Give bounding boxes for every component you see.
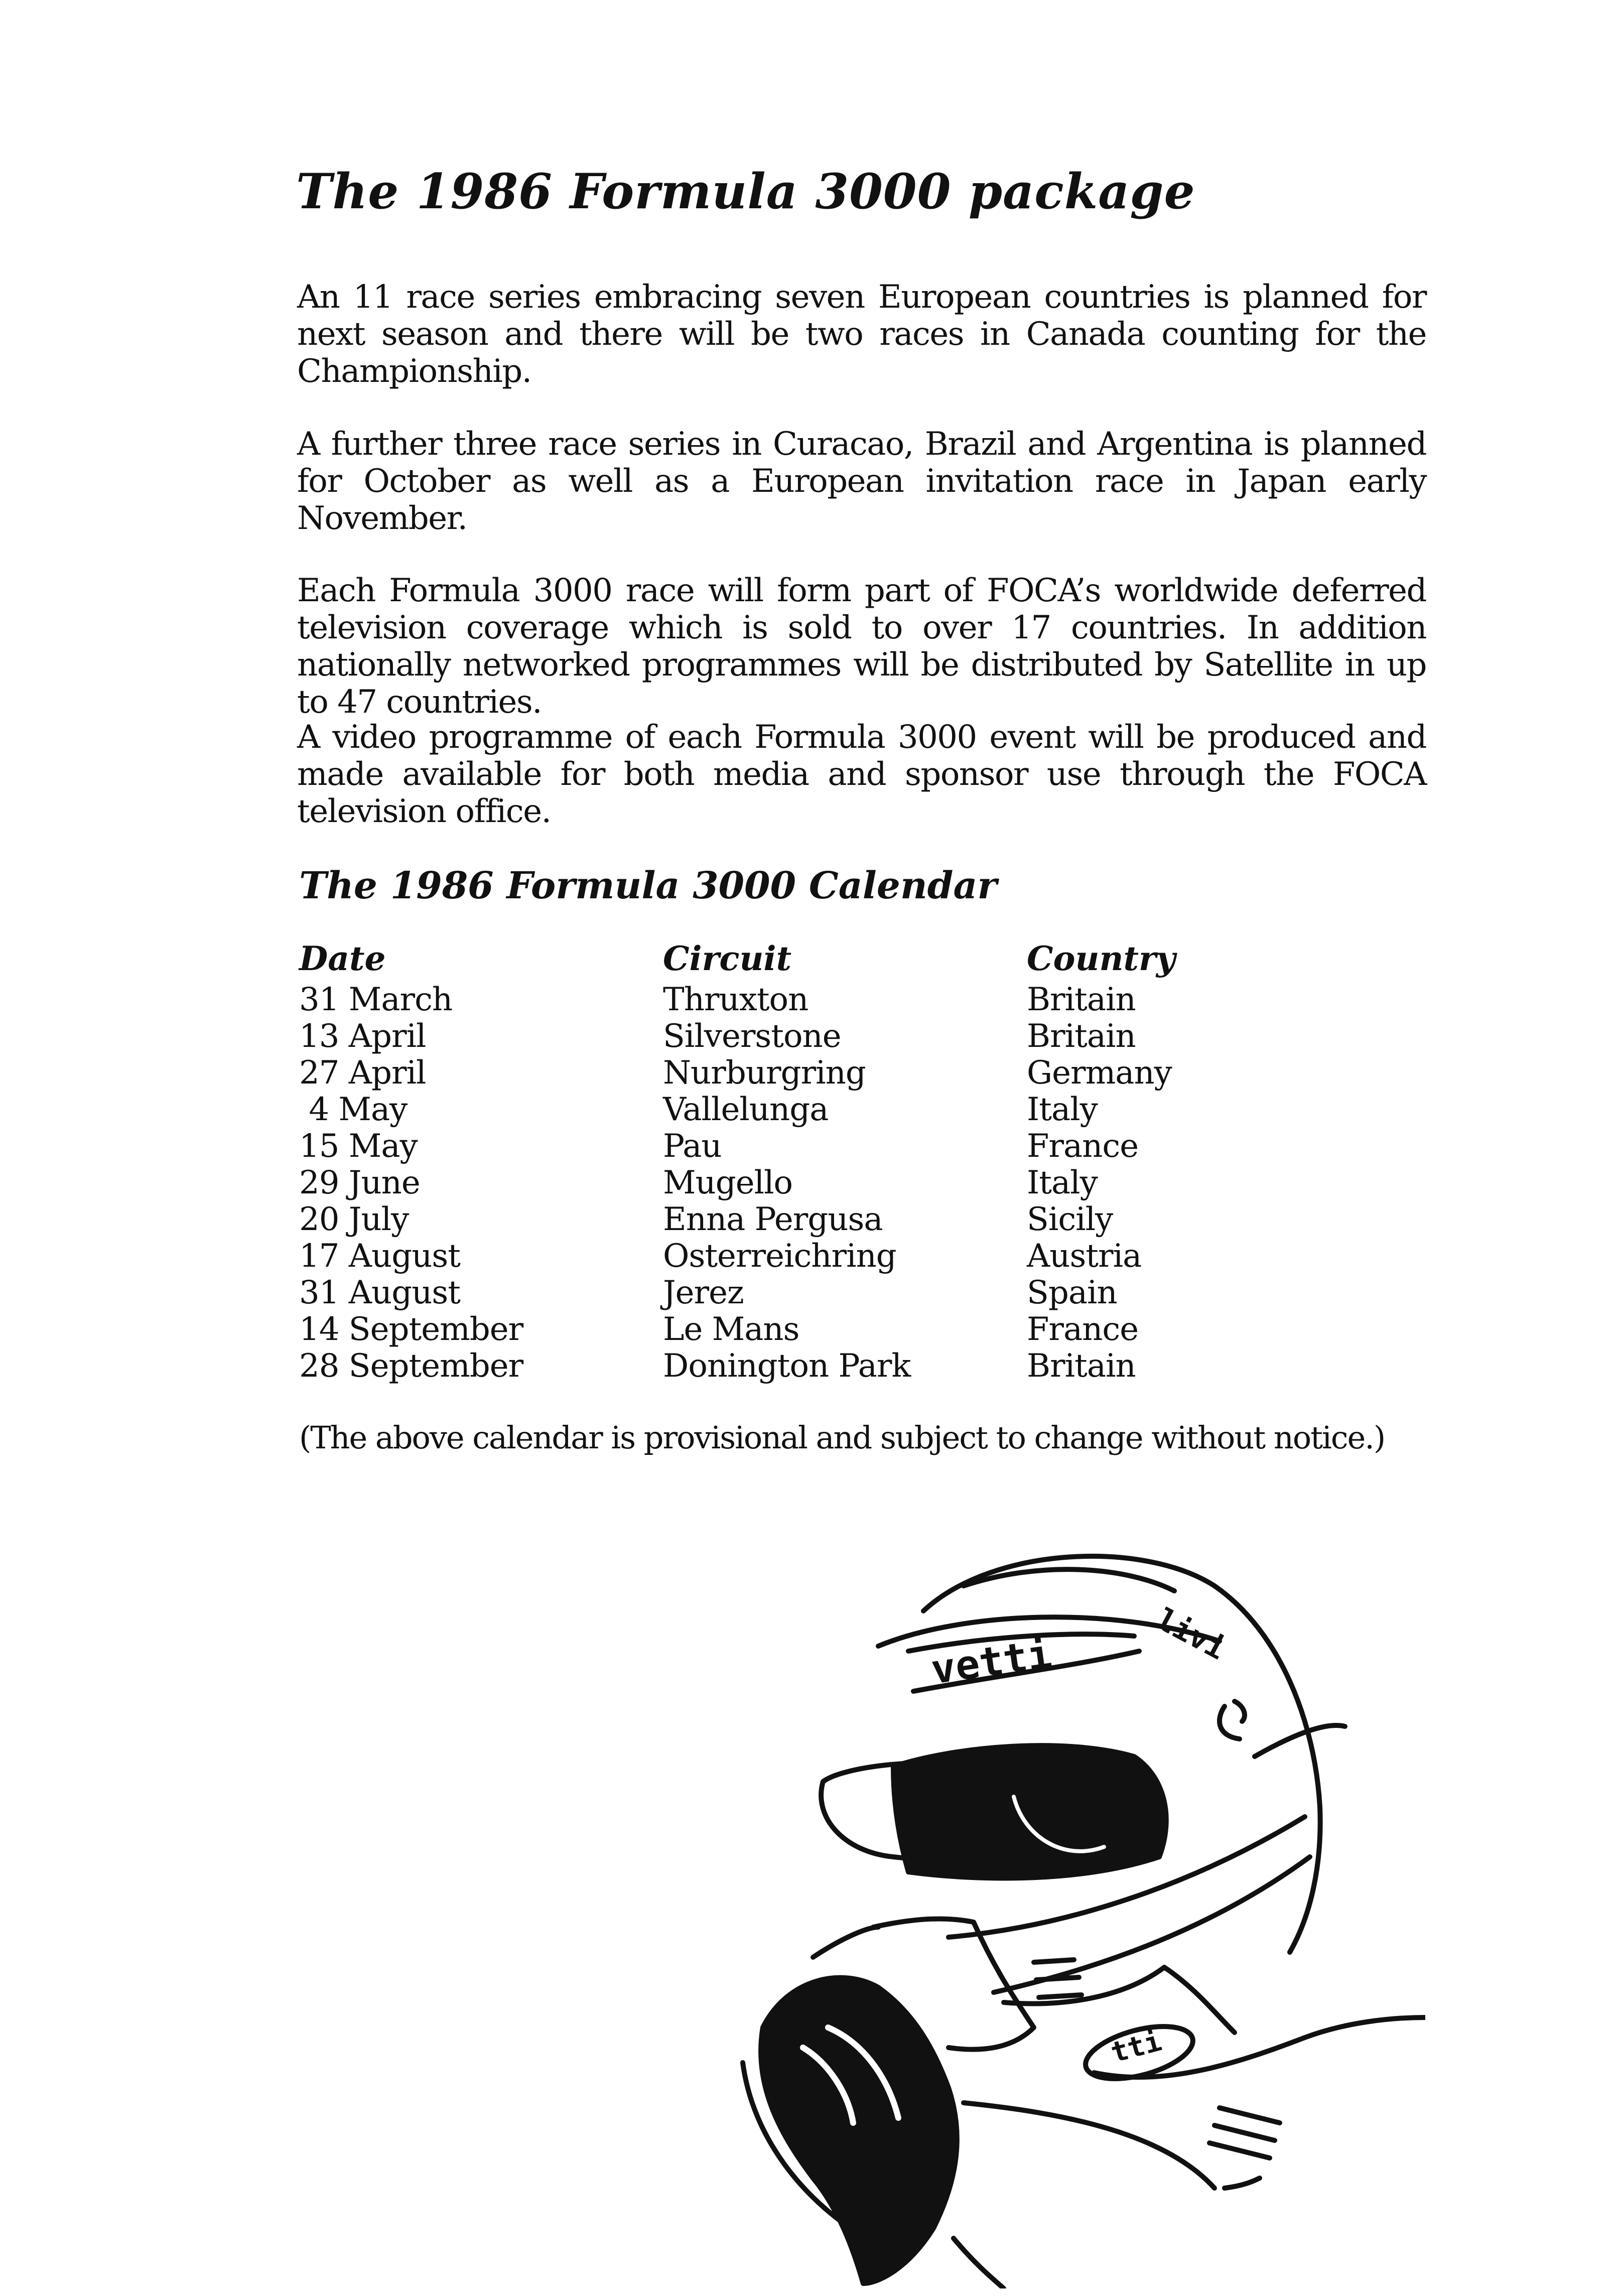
calendar-date: 4 May [299,1091,408,1128]
calendar-table [299,938,1303,1385]
helmet-illustration [713,1485,1425,2288]
calendar-date: 14 September [299,1311,523,1348]
calendar-row [299,1128,1303,1165]
column-header-circuit: Circuit [663,939,792,978]
page-title: The 1986 Formula 3000 package [296,163,1195,220]
calendar-date: 20 July [299,1201,409,1238]
calendar-header-row [299,938,1303,982]
calendar-country: Britain [1027,981,1136,1018]
visor-opening [893,1745,1166,1878]
calendar-circuit: Donington Park [663,1347,911,1385]
calendar-country: Italy [1027,1164,1098,1201]
calendar-row [299,1165,1303,1201]
calendar-country: Austria [1027,1238,1142,1275]
calendar-date: 31 March [299,981,453,1018]
calendar-date: 29 June [299,1164,420,1201]
calendar-circuit: Enna Pergusa [663,1201,883,1238]
calendar-row [299,1092,1303,1128]
calendar-row [299,1201,1303,1238]
paragraph-further-races: A further three race series in Curacao, Brazil and Argentina is planned for October as well as a European invitation race in Japan early November. [297,426,1426,537]
calendar-country: Germany [1027,1054,1172,1092]
paragraph-video-programme: A video programme of each Formula 3000 event will be produced and made available for both media and sponsor use through the FOCA television office. [297,719,1426,830]
helmet-side-line [1255,1725,1345,1757]
column-header-date: Date [299,939,386,978]
collar-stripes [1034,1960,1081,1997]
calendar-country: Sicily [1027,1201,1113,1238]
calendar-country: France [1027,1311,1139,1348]
arm-lower [1225,2178,1260,2188]
helmet-vent [1220,1701,1245,1739]
arm-line [964,2103,1214,2188]
calendar-circuit: Nurburgring [663,1054,866,1092]
helmet-lettering-livi: livi [1150,1601,1232,1667]
calendar-date: 13 April [299,1018,426,1055]
calendar-country: Spain [1027,1274,1117,1311]
calendar-row [299,1238,1303,1275]
calendar-circuit: Osterreichring [663,1238,896,1275]
calendar-row [299,1275,1303,1311]
calendar-note: (The above calendar is provisional and subject to change without notice.) [299,1419,1385,1456]
sleeve-stripes [1209,2108,1280,2158]
calendar-circuit: Vallelunga [663,1091,829,1128]
calendar-date: 31 August [299,1274,460,1311]
calendar-title: The 1986 Formula 3000 Calendar [299,864,997,907]
calendar-row [299,1311,1303,1348]
helmet-lettering-vetti: vetti [928,1630,1055,1693]
calendar-date: 27 April [299,1054,426,1092]
calendar-row [299,982,1303,1018]
paragraph-tv-coverage: Each Formula 3000 race will form part of FOCA’s worldwide deferred television coverage which is sold to over 17 countries. In addition nationally networked programmes will be distributed by Satellite in up to 47 countries. [297,572,1426,721]
calendar-country: Britain [1027,1018,1136,1055]
paragraph-series-overview: An 11 race series embracing seven European countries is planned for next season and there will be two races in Canada counting for the Championship. [297,279,1426,390]
calendar-row [299,1348,1303,1385]
badge-lettering-tti: tti [1107,2024,1165,2070]
calendar-date: 17 August [299,1238,460,1275]
calendar-circuit: Silverstone [663,1018,841,1055]
chest-line [954,2238,1004,2288]
column-header-country: Country [1027,939,1176,978]
calendar-row [299,1055,1303,1092]
calendar-circuit: Jerez [663,1274,744,1311]
calendar-date: 28 September [299,1347,523,1385]
calendar-circuit: Thruxton [663,981,808,1018]
calendar-country: Italy [1027,1091,1098,1128]
calendar-circuit: Le Mans [663,1311,799,1348]
calendar-circuit: Pau [663,1128,722,1165]
calendar-row [299,1018,1303,1055]
calendar-body [299,982,1303,1385]
calendar-date: 15 May [299,1128,418,1165]
glove [761,1978,957,2283]
calendar-country: France [1027,1128,1139,1165]
calendar-country: Britain [1027,1347,1136,1385]
calendar-circuit: Mugello [663,1164,793,1201]
collar [1004,1967,1235,2033]
